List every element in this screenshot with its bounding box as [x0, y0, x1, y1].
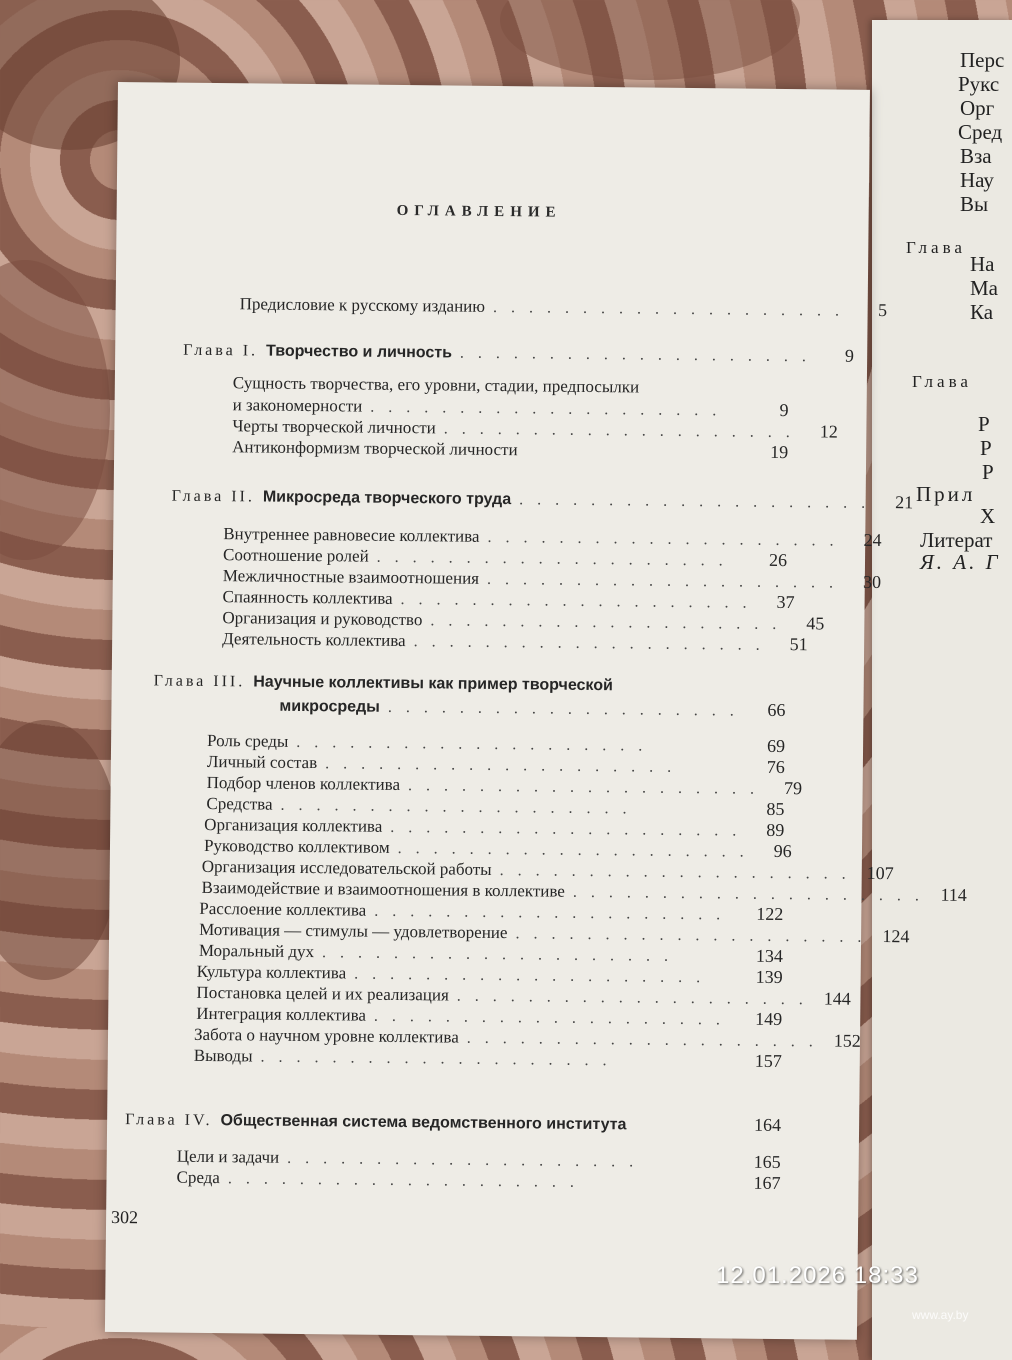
toc-entry-text: Внутреннее равновесие коллектива [223, 524, 480, 546]
toc-page-number: 5 [877, 299, 888, 321]
right-fragment: Перс [960, 48, 1005, 72]
toc-entry-text: Мотивация — стимулы — удовлетворение [199, 919, 508, 943]
toc-page-number: 122 [756, 903, 784, 925]
leader-dots: .................... [354, 965, 715, 987]
toc-page-number: 37 [776, 591, 795, 613]
chapter-label: Глава IV. [125, 1111, 213, 1130]
chapter-title: Научные коллективы как пример творческой [253, 673, 613, 695]
toc-page-number: 79 [783, 778, 803, 799]
toc-page-number: 139 [755, 966, 783, 988]
right-fragment: Ка [970, 300, 994, 324]
right-fragment: Р [982, 460, 994, 484]
chapter-label: Глава III. [153, 672, 246, 691]
right-fragment: Рукс [958, 72, 1000, 96]
toc-page-number: 165 [753, 1151, 781, 1172]
leader-dots: .................... [280, 796, 641, 818]
leader-dots: .................... [486, 570, 848, 592]
toc-entry-text: Черты творческой личности [232, 416, 436, 438]
leader-dots: .................... [325, 755, 686, 776]
toc-entry-text: Спаянность коллектива [222, 587, 393, 608]
toc-page-number: 152 [833, 1030, 861, 1051]
toc-page-number: 164 [754, 1114, 782, 1136]
chapter-heading-4 [125, 1108, 781, 1136]
toc-title: ОГЛАВЛЕНИЕ [396, 202, 562, 221]
leader-dots: .................... [492, 298, 854, 320]
toc-page-number: 96 [773, 840, 792, 862]
toc-entry-text: Культура коллектива [196, 961, 347, 983]
toc-page-number: 30 [862, 571, 882, 593]
right-fragment: Р [980, 436, 992, 460]
toc-page-number: 76 [766, 756, 785, 778]
right-fragment: Глава [912, 372, 972, 391]
leader-dots: .................... [466, 1029, 827, 1051]
chapter-title-continued: микросреды [279, 697, 380, 716]
toc-entry-text: Сущность творчества, его уровни, стадии, предпосылки [232, 373, 640, 397]
leader-dots: .................... [374, 902, 735, 924]
toc-entry-text: Организация и руководство [222, 608, 423, 630]
toc-entry-text: Интеграция коллектива [196, 1003, 367, 1025]
leader-dots: .................... [260, 1048, 621, 1070]
leader-dots: .................... [397, 839, 758, 861]
leader-dots: .................... [376, 548, 737, 570]
right-fragment: Ма [970, 276, 998, 300]
toc-page-number: 124 [882, 926, 910, 947]
leader-dots: .................... [400, 590, 761, 612]
toc-page-number: 167 [753, 1172, 781, 1193]
toc-entry-text: Подбор членов коллектива [206, 772, 401, 794]
right-fragment: На [970, 252, 995, 276]
toc-entry-text: Цели и задачи [176, 1146, 280, 1167]
toc-entry [232, 436, 788, 463]
right-page [872, 20, 1012, 1360]
leader-dots: .................... [407, 777, 769, 798]
leader-dots: .................... [287, 1149, 648, 1171]
chapter-heading-2 [171, 485, 914, 513]
toc-page-number: 149 [755, 1008, 783, 1030]
toc-entry-text: Расслоение коллектива [199, 898, 367, 920]
toc-entry-text: Предисловие к русскому изданию [239, 294, 486, 316]
right-fragment: Вы [960, 192, 989, 216]
chapter-label: Глава I. [183, 341, 259, 360]
leader-dots: .................... [572, 883, 933, 905]
right-fragment: Литерат [920, 528, 993, 552]
toc-page-number: 19 [770, 441, 789, 463]
carpet-pattern [0, 720, 120, 980]
toc-entry-text: Организация коллектива [204, 814, 383, 836]
toc-entry-text: Деятельность коллектива [222, 629, 406, 651]
right-fragment: Р [978, 412, 990, 436]
toc-entry-preface [239, 293, 888, 321]
toc-entry-text: Руководство коллективом [203, 835, 390, 857]
right-fragment: Орг [960, 96, 995, 120]
toc-page-number: 26 [768, 549, 788, 571]
watermark: www.ay.by [912, 1308, 969, 1322]
right-fragment: Сред [958, 120, 1003, 144]
toc-page-number: 45 [806, 613, 825, 634]
toc-entry-text: Антиконформизм творческой личности [232, 437, 518, 460]
leader-dots: .................... [321, 944, 683, 965]
leader-dots: .................... [456, 987, 817, 1009]
carpet-pattern [500, 0, 800, 80]
chapter-heading-3 [154, 672, 786, 697]
right-fragment: Глава [906, 238, 966, 257]
toc-entry-text: Организация исследовательской работы [201, 856, 492, 879]
leader-dots: .................... [370, 398, 731, 420]
chapter-heading-3-cont [279, 695, 785, 721]
leader-dots: .................... [459, 344, 821, 366]
leader-dots: .................... [227, 1170, 588, 1191]
leader-dots: .................... [443, 420, 804, 442]
toc-page-number: 12 [819, 421, 838, 442]
toc-page-number: 24 [863, 529, 882, 551]
chapter-title: Творчество и личность [266, 342, 453, 362]
toc-entry-text: Среда [176, 1167, 220, 1188]
right-fragment: Прил [916, 482, 976, 506]
toc-page-number: 9 [779, 399, 789, 421]
toc-page-number: 89 [766, 819, 785, 841]
chapter-label: Глава II. [171, 487, 255, 506]
right-fragment: Вза [960, 144, 992, 168]
right-fragment: Х [980, 504, 996, 528]
leader-dots: .................... [390, 818, 751, 840]
chapter-title: Микросреда творческого труда [262, 488, 512, 509]
toc-entry-text: Соотношение ролей [222, 545, 369, 566]
leader-dots: .................... [387, 698, 748, 720]
toc-page-number: 51 [789, 634, 808, 655]
right-fragment: Я. А. Г [920, 550, 1001, 574]
toc-entry-text: Забота о научном уровне коллектива [193, 1024, 459, 1047]
leader-dots: .................... [487, 528, 848, 550]
right-fragment: Нау [960, 168, 994, 192]
toc-page-number: 144 [823, 988, 851, 1009]
toc-page-number: 134 [755, 945, 783, 967]
toc-entry-text: Личный состав [206, 751, 318, 773]
chapter-title: Общественная система ведомственного института [220, 1112, 627, 1134]
chapter-heading-1 [183, 339, 855, 366]
toc-entry-text: Выводы [193, 1045, 253, 1066]
leader-dots: .................... [519, 491, 880, 512]
toc-entry-text: Взаимодействие и взаимоотношения в коллективе [201, 877, 565, 901]
leader-dots: .................... [413, 633, 774, 654]
toc-page-number: 107 [866, 862, 894, 884]
leader-dots: .................... [515, 925, 876, 946]
toc-page-number: 21 [895, 492, 914, 513]
leader-dots: .................... [430, 612, 791, 634]
leader-dots [518, 455, 755, 457]
toc-page-number: 157 [754, 1050, 782, 1072]
toc-page-number: 9 [844, 345, 855, 366]
leader-dots [626, 1129, 747, 1130]
toc-entry-text: Роль среды [207, 730, 289, 751]
toc-page-number: 66 [767, 699, 786, 721]
toc-entry-text: Средства [206, 793, 273, 814]
toc-entry-text: Моральный дух [198, 940, 315, 962]
leader-dots: .................... [296, 733, 657, 755]
leader-dots: .................... [499, 862, 860, 883]
photo-timestamp: 12.01.2026 18:33 [716, 1262, 919, 1289]
toc-entry-text: и закономерности [232, 395, 363, 416]
book-page-number: 302 [111, 1206, 139, 1228]
toc-entry [222, 628, 808, 655]
toc-page-number: 69 [766, 735, 786, 757]
leader-dots: .................... [373, 1007, 735, 1029]
toc-entry-text: Межличностные взаимоотношения [222, 566, 480, 588]
toc-page-number: 114 [940, 884, 967, 905]
toc-entry-text: Постановка целей и их реализация [196, 982, 449, 1005]
toc-page-number: 85 [766, 798, 785, 820]
carpet-pattern [0, 260, 110, 560]
